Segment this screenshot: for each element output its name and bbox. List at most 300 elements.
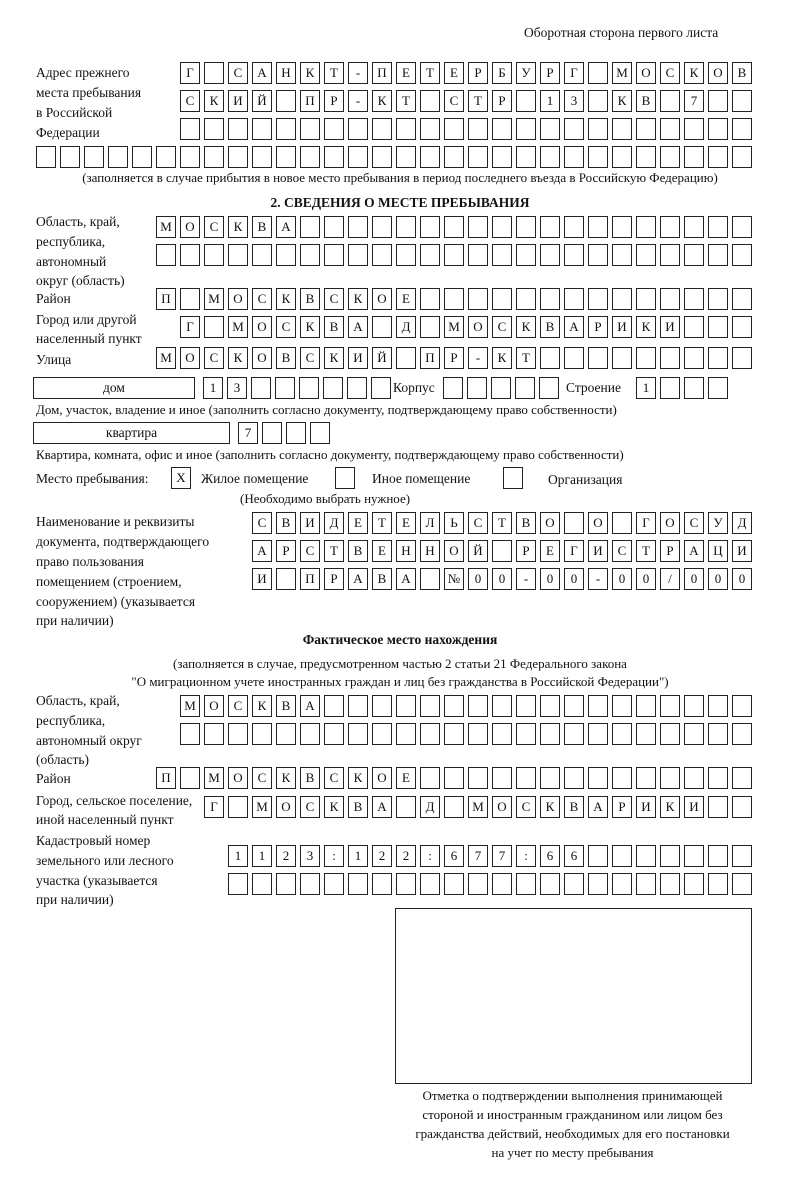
char-cell[interactable] — [492, 216, 512, 238]
char-cell[interactable] — [468, 873, 488, 895]
char-cell[interactable] — [636, 695, 656, 717]
char-cell[interactable]: 1 — [636, 377, 656, 399]
char-cell[interactable] — [684, 118, 704, 140]
char-cell[interactable] — [540, 767, 560, 789]
char-cell[interactable] — [636, 723, 656, 745]
char-cell[interactable]: Д — [420, 796, 440, 818]
char-cell[interactable] — [564, 695, 584, 717]
char-cell[interactable] — [492, 723, 512, 745]
char-cell[interactable] — [684, 767, 704, 789]
char-cell[interactable]: А — [348, 316, 368, 338]
char-cell[interactable] — [516, 723, 536, 745]
char-cell[interactable]: О — [468, 316, 488, 338]
char-cell[interactable] — [612, 873, 632, 895]
char-cell[interactable]: Б — [492, 62, 512, 84]
char-cell[interactable] — [636, 845, 656, 867]
char-cell[interactable] — [540, 216, 560, 238]
char-cell[interactable]: С — [660, 62, 680, 84]
char-cell[interactable]: К — [300, 62, 320, 84]
char-cell[interactable]: С — [324, 288, 344, 310]
char-cell[interactable] — [612, 845, 632, 867]
char-cell[interactable] — [444, 146, 464, 168]
char-cell[interactable]: К — [612, 90, 632, 112]
char-cell[interactable]: К — [540, 796, 560, 818]
char-cell[interactable]: А — [684, 540, 704, 562]
char-cell[interactable] — [732, 244, 752, 266]
char-cell[interactable]: Г — [564, 62, 584, 84]
char-cell[interactable]: С — [492, 316, 512, 338]
char-cell[interactable] — [492, 767, 512, 789]
char-cell[interactable]: С — [300, 347, 320, 369]
char-cell[interactable] — [324, 146, 344, 168]
char-cell[interactable]: Ц — [708, 540, 728, 562]
char-cell[interactable]: О — [708, 62, 728, 84]
char-cell[interactable]: 2 — [372, 845, 392, 867]
char-cell[interactable]: 3 — [564, 90, 584, 112]
char-cell[interactable] — [612, 723, 632, 745]
char-cell[interactable] — [420, 216, 440, 238]
char-cell[interactable] — [636, 216, 656, 238]
char-cell[interactable] — [444, 118, 464, 140]
char-cell[interactable]: К — [516, 316, 536, 338]
char-cell[interactable] — [492, 695, 512, 717]
char-cell[interactable] — [732, 90, 752, 112]
char-cell[interactable]: В — [300, 288, 320, 310]
char-cell[interactable]: У — [516, 62, 536, 84]
char-cell[interactable]: Ь — [444, 512, 464, 534]
char-cell[interactable] — [286, 422, 306, 444]
char-cell[interactable]: Р — [660, 540, 680, 562]
char-cell[interactable]: К — [300, 316, 320, 338]
char-cell[interactable] — [588, 695, 608, 717]
char-cell[interactable]: А — [276, 216, 296, 238]
char-cell[interactable] — [372, 873, 392, 895]
char-cell[interactable] — [300, 146, 320, 168]
char-cell[interactable]: К — [348, 288, 368, 310]
char-cell[interactable]: А — [396, 568, 416, 590]
char-cell[interactable] — [180, 723, 200, 745]
char-cell[interactable]: П — [420, 347, 440, 369]
char-cell[interactable] — [516, 695, 536, 717]
char-cell[interactable]: - — [348, 90, 368, 112]
char-cell[interactable] — [708, 118, 728, 140]
char-cell[interactable] — [708, 288, 728, 310]
char-cell[interactable] — [420, 288, 440, 310]
char-cell[interactable]: Т — [492, 512, 512, 534]
char-cell[interactable] — [588, 146, 608, 168]
char-cell[interactable] — [420, 118, 440, 140]
char-cell[interactable]: 7 — [238, 422, 258, 444]
char-cell[interactable]: Р — [324, 568, 344, 590]
char-cell[interactable]: 1 — [540, 90, 560, 112]
char-cell[interactable] — [444, 767, 464, 789]
char-cell[interactable] — [564, 244, 584, 266]
char-cell[interactable] — [420, 90, 440, 112]
char-cell[interactable]: В — [276, 695, 296, 717]
char-cell[interactable]: О — [228, 767, 248, 789]
char-cell[interactable]: 0 — [612, 568, 632, 590]
char-cell[interactable] — [348, 216, 368, 238]
char-cell[interactable]: Е — [372, 540, 392, 562]
char-cell[interactable]: В — [300, 767, 320, 789]
char-cell[interactable]: С — [324, 767, 344, 789]
char-cell[interactable] — [276, 146, 296, 168]
char-cell[interactable]: В — [636, 90, 656, 112]
char-cell[interactable] — [588, 90, 608, 112]
char-cell[interactable] — [156, 146, 176, 168]
char-cell[interactable]: С — [252, 512, 272, 534]
char-cell[interactable]: И — [660, 316, 680, 338]
char-cell[interactable]: 7 — [492, 845, 512, 867]
char-cell[interactable] — [660, 695, 680, 717]
char-cell[interactable] — [228, 873, 248, 895]
char-cell[interactable]: И — [252, 568, 272, 590]
char-cell[interactable] — [372, 118, 392, 140]
char-cell[interactable] — [516, 288, 536, 310]
char-cell[interactable]: О — [228, 288, 248, 310]
char-cell[interactable] — [684, 244, 704, 266]
char-cell[interactable]: О — [444, 540, 464, 562]
char-cell[interactable] — [660, 146, 680, 168]
char-cell[interactable] — [60, 146, 80, 168]
char-cell[interactable] — [660, 845, 680, 867]
char-cell[interactable]: С — [228, 695, 248, 717]
char-cell[interactable] — [180, 288, 200, 310]
char-cell[interactable] — [588, 723, 608, 745]
char-cell[interactable]: Т — [516, 347, 536, 369]
char-cell[interactable]: Г — [636, 512, 656, 534]
stay-option-other-checkbox[interactable] — [335, 467, 355, 489]
char-cell[interactable] — [443, 377, 463, 399]
char-cell[interactable]: А — [372, 796, 392, 818]
char-cell[interactable] — [516, 90, 536, 112]
char-cell[interactable]: О — [372, 767, 392, 789]
char-cell[interactable]: Е — [396, 62, 416, 84]
char-cell[interactable]: В — [324, 316, 344, 338]
char-cell[interactable]: 2 — [396, 845, 416, 867]
char-cell[interactable] — [732, 796, 752, 818]
char-cell[interactable] — [732, 216, 752, 238]
char-cell[interactable] — [348, 873, 368, 895]
char-cell[interactable]: И — [636, 796, 656, 818]
char-cell[interactable] — [516, 146, 536, 168]
char-cell[interactable]: П — [300, 568, 320, 590]
char-cell[interactable] — [132, 146, 152, 168]
char-cell[interactable]: Р — [540, 62, 560, 84]
char-cell[interactable] — [492, 146, 512, 168]
char-cell[interactable]: О — [588, 512, 608, 534]
char-cell[interactable]: М — [612, 62, 632, 84]
char-cell[interactable]: В — [732, 62, 752, 84]
char-cell[interactable]: 0 — [708, 568, 728, 590]
char-cell[interactable] — [492, 244, 512, 266]
char-cell[interactable] — [732, 347, 752, 369]
char-cell[interactable] — [708, 316, 728, 338]
char-cell[interactable]: М — [180, 695, 200, 717]
char-cell[interactable] — [468, 288, 488, 310]
char-cell[interactable] — [516, 244, 536, 266]
char-cell[interactable] — [444, 796, 464, 818]
char-cell[interactable] — [516, 118, 536, 140]
stay-option-organization-checkbox[interactable] — [503, 467, 523, 489]
char-cell[interactable] — [324, 723, 344, 745]
char-cell[interactable] — [372, 695, 392, 717]
char-cell[interactable]: Р — [492, 90, 512, 112]
char-cell[interactable] — [396, 244, 416, 266]
char-cell[interactable] — [564, 216, 584, 238]
char-cell[interactable] — [420, 695, 440, 717]
char-cell[interactable]: Е — [444, 62, 464, 84]
char-cell[interactable]: Т — [636, 540, 656, 562]
char-cell[interactable]: 0 — [636, 568, 656, 590]
char-cell[interactable] — [251, 377, 271, 399]
char-cell[interactable]: Р — [612, 796, 632, 818]
char-cell[interactable] — [468, 767, 488, 789]
char-cell[interactable]: Е — [540, 540, 560, 562]
char-cell[interactable]: Т — [324, 62, 344, 84]
char-cell[interactable]: К — [372, 90, 392, 112]
char-cell[interactable] — [252, 723, 272, 745]
char-cell[interactable]: С — [684, 512, 704, 534]
char-cell[interactable] — [348, 118, 368, 140]
char-cell[interactable] — [396, 695, 416, 717]
char-cell[interactable] — [396, 118, 416, 140]
char-cell[interactable]: Р — [444, 347, 464, 369]
char-cell[interactable]: 0 — [684, 568, 704, 590]
char-cell[interactable] — [180, 767, 200, 789]
char-cell[interactable] — [396, 146, 416, 168]
char-cell[interactable] — [228, 723, 248, 745]
char-cell[interactable] — [276, 118, 296, 140]
char-cell[interactable] — [612, 216, 632, 238]
char-cell[interactable] — [540, 288, 560, 310]
char-cell[interactable]: А — [564, 316, 584, 338]
char-cell[interactable]: 1 — [203, 377, 223, 399]
char-cell[interactable] — [708, 377, 728, 399]
char-cell[interactable] — [684, 146, 704, 168]
char-cell[interactable] — [156, 244, 176, 266]
char-cell[interactable] — [612, 146, 632, 168]
char-cell[interactable] — [732, 845, 752, 867]
char-cell[interactable]: М — [204, 767, 224, 789]
char-cell[interactable]: В — [348, 796, 368, 818]
char-cell[interactable] — [564, 288, 584, 310]
char-cell[interactable] — [444, 723, 464, 745]
char-cell[interactable] — [660, 244, 680, 266]
char-cell[interactable]: О — [180, 216, 200, 238]
char-cell[interactable]: Г — [204, 796, 224, 818]
char-cell[interactable]: П — [300, 90, 320, 112]
char-cell[interactable]: К — [684, 62, 704, 84]
char-cell[interactable] — [708, 845, 728, 867]
char-cell[interactable] — [468, 146, 488, 168]
char-cell[interactable]: О — [636, 62, 656, 84]
char-cell[interactable]: С — [252, 288, 272, 310]
char-cell[interactable]: Н — [420, 540, 440, 562]
char-cell[interactable]: И — [300, 512, 320, 534]
char-cell[interactable]: А — [588, 796, 608, 818]
char-cell[interactable] — [492, 540, 512, 562]
char-cell[interactable]: У — [708, 512, 728, 534]
char-cell[interactable] — [564, 873, 584, 895]
char-cell[interactable]: К — [324, 347, 344, 369]
char-cell[interactable]: К — [324, 796, 344, 818]
char-cell[interactable]: С — [516, 796, 536, 818]
char-cell[interactable] — [324, 118, 344, 140]
char-cell[interactable]: Г — [180, 316, 200, 338]
char-cell[interactable] — [732, 723, 752, 745]
char-cell[interactable]: О — [492, 796, 512, 818]
char-cell[interactable] — [660, 118, 680, 140]
char-cell[interactable] — [420, 767, 440, 789]
char-cell[interactable]: А — [252, 540, 272, 562]
char-cell[interactable]: Т — [468, 90, 488, 112]
char-cell[interactable]: Т — [372, 512, 392, 534]
char-cell[interactable]: В — [372, 568, 392, 590]
char-cell[interactable] — [324, 695, 344, 717]
char-cell[interactable] — [708, 347, 728, 369]
char-cell[interactable] — [732, 288, 752, 310]
char-cell[interactable] — [444, 288, 464, 310]
char-cell[interactable]: В — [276, 512, 296, 534]
char-cell[interactable] — [564, 512, 584, 534]
char-cell[interactable] — [660, 216, 680, 238]
char-cell[interactable]: 6 — [564, 845, 584, 867]
char-cell[interactable] — [636, 347, 656, 369]
char-cell[interactable]: Р — [276, 540, 296, 562]
char-cell[interactable]: О — [276, 796, 296, 818]
char-cell[interactable]: С — [300, 540, 320, 562]
char-cell[interactable] — [636, 146, 656, 168]
char-cell[interactable]: 1 — [228, 845, 248, 867]
char-cell[interactable]: Г — [564, 540, 584, 562]
char-cell[interactable] — [588, 873, 608, 895]
char-cell[interactable]: Н — [276, 62, 296, 84]
char-cell[interactable]: Д — [396, 316, 416, 338]
char-cell[interactable]: И — [588, 540, 608, 562]
char-cell[interactable] — [588, 118, 608, 140]
char-cell[interactable] — [636, 244, 656, 266]
char-cell[interactable] — [228, 118, 248, 140]
char-cell[interactable] — [540, 723, 560, 745]
char-cell[interactable] — [310, 422, 330, 444]
char-cell[interactable] — [276, 873, 296, 895]
char-cell[interactable]: С — [228, 62, 248, 84]
char-cell[interactable] — [396, 723, 416, 745]
char-cell[interactable] — [684, 723, 704, 745]
char-cell[interactable] — [660, 767, 680, 789]
char-cell[interactable] — [708, 146, 728, 168]
char-cell[interactable]: / — [660, 568, 680, 590]
char-cell[interactable] — [372, 244, 392, 266]
char-cell[interactable] — [347, 377, 367, 399]
char-cell[interactable]: О — [660, 512, 680, 534]
char-cell[interactable]: - — [588, 568, 608, 590]
char-cell[interactable] — [540, 695, 560, 717]
char-cell[interactable] — [684, 216, 704, 238]
char-cell[interactable] — [564, 767, 584, 789]
char-cell[interactable]: Й — [372, 347, 392, 369]
char-cell[interactable] — [612, 288, 632, 310]
house-type-field[interactable]: дом — [33, 377, 195, 399]
char-cell[interactable] — [732, 695, 752, 717]
char-cell[interactable]: К — [276, 767, 296, 789]
char-cell[interactable] — [444, 695, 464, 717]
char-cell[interactable]: К — [636, 316, 656, 338]
char-cell[interactable]: В — [564, 796, 584, 818]
char-cell[interactable]: - — [468, 347, 488, 369]
char-cell[interactable]: С — [180, 90, 200, 112]
char-cell[interactable] — [396, 796, 416, 818]
char-cell[interactable] — [660, 377, 680, 399]
char-cell[interactable] — [732, 146, 752, 168]
char-cell[interactable] — [348, 244, 368, 266]
char-cell[interactable]: Д — [732, 512, 752, 534]
char-cell[interactable]: 2 — [276, 845, 296, 867]
char-cell[interactable] — [300, 118, 320, 140]
flat-type-field[interactable]: квартира — [33, 422, 230, 444]
char-cell[interactable]: Т — [396, 90, 416, 112]
char-cell[interactable]: 6 — [540, 845, 560, 867]
char-cell[interactable]: О — [372, 288, 392, 310]
char-cell[interactable]: И — [684, 796, 704, 818]
char-cell[interactable]: П — [156, 767, 176, 789]
char-cell[interactable] — [516, 873, 536, 895]
char-cell[interactable] — [492, 288, 512, 310]
char-cell[interactable] — [323, 377, 343, 399]
char-cell[interactable] — [372, 316, 392, 338]
char-cell[interactable] — [708, 244, 728, 266]
char-cell[interactable]: С — [204, 216, 224, 238]
char-cell[interactable]: : — [516, 845, 536, 867]
char-cell[interactable] — [684, 695, 704, 717]
char-cell[interactable]: С — [444, 90, 464, 112]
char-cell[interactable]: М — [252, 796, 272, 818]
char-cell[interactable]: С — [252, 767, 272, 789]
char-cell[interactable]: В — [348, 540, 368, 562]
char-cell[interactable] — [204, 723, 224, 745]
char-cell[interactable]: В — [540, 316, 560, 338]
char-cell[interactable] — [252, 244, 272, 266]
char-cell[interactable] — [276, 244, 296, 266]
char-cell[interactable]: Т — [420, 62, 440, 84]
char-cell[interactable] — [564, 118, 584, 140]
char-cell[interactable] — [396, 216, 416, 238]
char-cell[interactable] — [276, 568, 296, 590]
char-cell[interactable] — [660, 288, 680, 310]
char-cell[interactable]: К — [492, 347, 512, 369]
char-cell[interactable]: 0 — [468, 568, 488, 590]
char-cell[interactable] — [396, 347, 416, 369]
char-cell[interactable]: К — [204, 90, 224, 112]
char-cell[interactable] — [324, 244, 344, 266]
char-cell[interactable] — [420, 568, 440, 590]
char-cell[interactable] — [708, 873, 728, 895]
char-cell[interactable]: Т — [324, 540, 344, 562]
char-cell[interactable]: М — [468, 796, 488, 818]
char-cell[interactable] — [564, 723, 584, 745]
char-cell[interactable] — [564, 347, 584, 369]
char-cell[interactable] — [588, 288, 608, 310]
char-cell[interactable] — [372, 723, 392, 745]
char-cell[interactable]: М — [156, 216, 176, 238]
char-cell[interactable] — [204, 244, 224, 266]
char-cell[interactable]: С — [300, 796, 320, 818]
char-cell[interactable] — [300, 723, 320, 745]
char-cell[interactable] — [612, 118, 632, 140]
char-cell[interactable]: И — [612, 316, 632, 338]
char-cell[interactable] — [684, 377, 704, 399]
